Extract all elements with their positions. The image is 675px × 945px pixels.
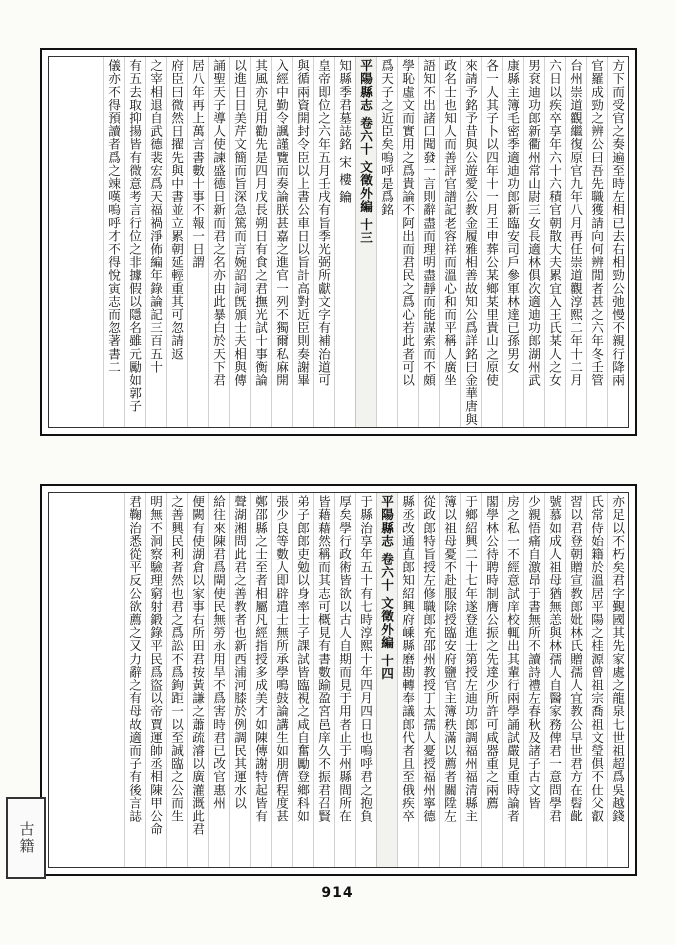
upper-text-column: 來請予銘予昔與公遊愛公教金履雅相善故知公爲詳銘曰金華唐與 xyxy=(460,57,481,427)
upper-text-column: 與循兩資開封令臣以上書公車日以旨計高對近臣則奏謝畢 xyxy=(292,57,313,427)
lower-text-block xyxy=(40,484,637,876)
upper-text-column: 知縣季君墓誌銘 宋 樓 鑰 xyxy=(334,57,355,427)
upper-text-column: 平陽縣志 卷六十 文徵外編 十三 xyxy=(355,57,376,427)
lower-text-column: 少親悟痛自激昂于書無所不讀詩禮左春秋及諸子古文皆 xyxy=(523,493,544,867)
upper-text-column: 官羅成勁之辨公曰吾先職獲請向何辨閒者甚之六年冬壬管 xyxy=(586,57,607,427)
upper-text-column: 誦聖天子導人使諫盛德日新而君之名亦由此暴白於天下君 xyxy=(208,57,229,427)
upper-text-column: 以進日日美芹文簡而旨深急篤而言婉詔詞旣頒士夫相與傳 xyxy=(229,57,250,427)
lower-text-column: 于鄉紹興二十七年遂登進士第授左迪功郎調福州福清縣主 xyxy=(460,493,481,867)
upper-text-column: 方下而受官之奏遍至時左相已去右相勁公弛慢不親行降兩 xyxy=(607,57,628,427)
lower-text-column: 之善興民利者然也君之爲訟不爲鉤距一以至誠臨之公而生 xyxy=(166,493,187,867)
lower-text-column: 厚矣學行政術皆欲以古人自期而見于用者止于州縣間所在 xyxy=(334,493,355,867)
lower-text-column: 氏常侍始籍於溫居平陽之桂源曾祖宗喬祖文瑩俱不仕父叡 xyxy=(586,493,607,867)
lower-text-column: 亦足以不朽矣君字覲國其先家處之龍泉七世祖超爲吳越錢 xyxy=(607,493,628,867)
upper-text-column: 之宰相退自武德裴宏爲天福禍淨佈編年錄論記三百五十 xyxy=(145,57,166,427)
upper-text-column: 皇帝即位之六年五月壬戌有旨季光弼所獻文字有補治道可 xyxy=(313,57,334,427)
upper-text-column: 政名士也知人而善評官譜記老容祥而溫心和而平稱人廣坐 xyxy=(439,57,460,427)
upper-text-column: 府臣曰微然日擢先與中書並立累朝延輕重其可忽請返 xyxy=(166,57,187,427)
lower-text-column: 給往來陳君爲閘使民無勞永用旱不爲害時君已改官惠州 xyxy=(208,493,229,867)
lower-text-column: 于縣治享年五十有七時淳熙十年四月四日也嗚呼君之抱負 xyxy=(355,493,376,867)
lower-text-column: 閣學林公待聘時制膺公振之先達少所許可咸器重之兩薦 xyxy=(481,493,502,867)
lower-text-column: 便闕有使湖倉以家事右所田君按黃謙之蕭疏濬以廣灌溉此君 xyxy=(187,493,208,867)
lower-text-column: 皆藉藉然稱而其志可概見有書數踰盈宮邑庠久不振君召賢 xyxy=(313,493,334,867)
upper-text-column: 台州崇道觀繼復原官九年八月再任崇道觀淳熙二年十二月 xyxy=(565,57,586,427)
lower-text-columns xyxy=(48,492,629,868)
lower-text-column: 房之私一不經意試庠校輒出其輩行兩學誦試嚴見重時論者 xyxy=(502,493,523,867)
lower-text-column: 習以君登朝贈宣教郎妣林氏贈孺人宜教公早世君方在髫齔 xyxy=(565,493,586,867)
library-seal-stamp: 古籍 xyxy=(6,797,46,879)
upper-text-column: 康縣主簿毛密季適迪功郎新臨安司戶參軍林達已孫男女 xyxy=(502,57,523,427)
upper-text-column: 男袞迪功郎新衢州常山尉三女長適林俱次適迪功郎湖州武 xyxy=(523,57,544,427)
upper-text-column: 爲天子之近臣矣嗚呼是爲銘 xyxy=(376,57,397,427)
upper-text-column: 其風亦見用勸先是四月戊長朔日有食之君撫光試十事衡論 xyxy=(250,57,271,427)
upper-text-columns xyxy=(48,56,629,428)
lower-text-column: 鄭邵縣之士至者相屬凡經指授多成美才如陳傳謝特起皆有 xyxy=(250,493,271,867)
upper-text-column: 學恥虛文而實用之爲貴論不阿出而君民之爲心若此者可以 xyxy=(397,57,418,427)
upper-text-column: 語知不出諸口聞發一言則辭盡而理明盡靜而能謀索而不頗 xyxy=(418,57,439,427)
upper-text-column: 有五去取抑揚皆有微意考言行位之非據假以隱名雖元勵如郭子 xyxy=(124,57,145,427)
upper-text-column: 各一人其子卜以四年十一月王申葬公某鄉某里貴山之原使 xyxy=(481,57,502,427)
upper-text-column: 儀亦不得預讀者爲之竦嘆嗚呼才不得悅寅志而忽著書二 xyxy=(103,57,124,427)
lower-text-column: 明無不洞察驗理窮射鍛錄平民爲盜以帝賈運帥丞相陳甲公命 xyxy=(145,493,166,867)
upper-text-column: 入經中勤令諷謹覽而奏論朕甚嘉之進官一列不獨爾私麻開 xyxy=(271,57,292,427)
upper-text-block xyxy=(40,48,637,436)
upper-text-column: 居八年再上萬言書數十事不報一日謂 xyxy=(187,57,208,427)
lower-text-column: 聲湖湘問此君之善教者也新西浦河膝於例調民其運水以 xyxy=(229,493,250,867)
lower-text-column: 君鞠治悉從平反公欲薦之又力辭之有母故適而子有後言誌 xyxy=(124,493,145,867)
lower-text-column: 簿以祖母憂不赴服除授臨安府鹽官主簿秩滿以薦者關陞左 xyxy=(439,493,460,867)
lower-text-column: 平陽縣志 卷六十 文徵外編 十四 xyxy=(376,493,397,867)
lower-text-column: 縣丞改通直郎知紹興府嵊縣磨勘轉奉議郎代者且至俄疾卒 xyxy=(397,493,418,867)
lower-text-column: 號慕如成人祖母猶無恙與林孺人自醫家務俾君一意問學君 xyxy=(544,493,565,867)
lower-text-column: 張少良等數人即辟遣士無所承學鳴鼓論講生如朋儕程度甚 xyxy=(271,493,292,867)
lower-text-column: 從政郎特旨授左修職郎充邵州教授丁太孺人憂授福州寧德 xyxy=(418,493,439,867)
page-number: 914 xyxy=(321,885,354,901)
lower-text-column: 弟子郎郎吏勉以身率士子課試皆臨視之咸自奮勵登鄉科如 xyxy=(292,493,313,867)
upper-text-column: 六日以疾卒享年六十六積官朝散大夫累宜入王氏某人之女 xyxy=(544,57,565,427)
